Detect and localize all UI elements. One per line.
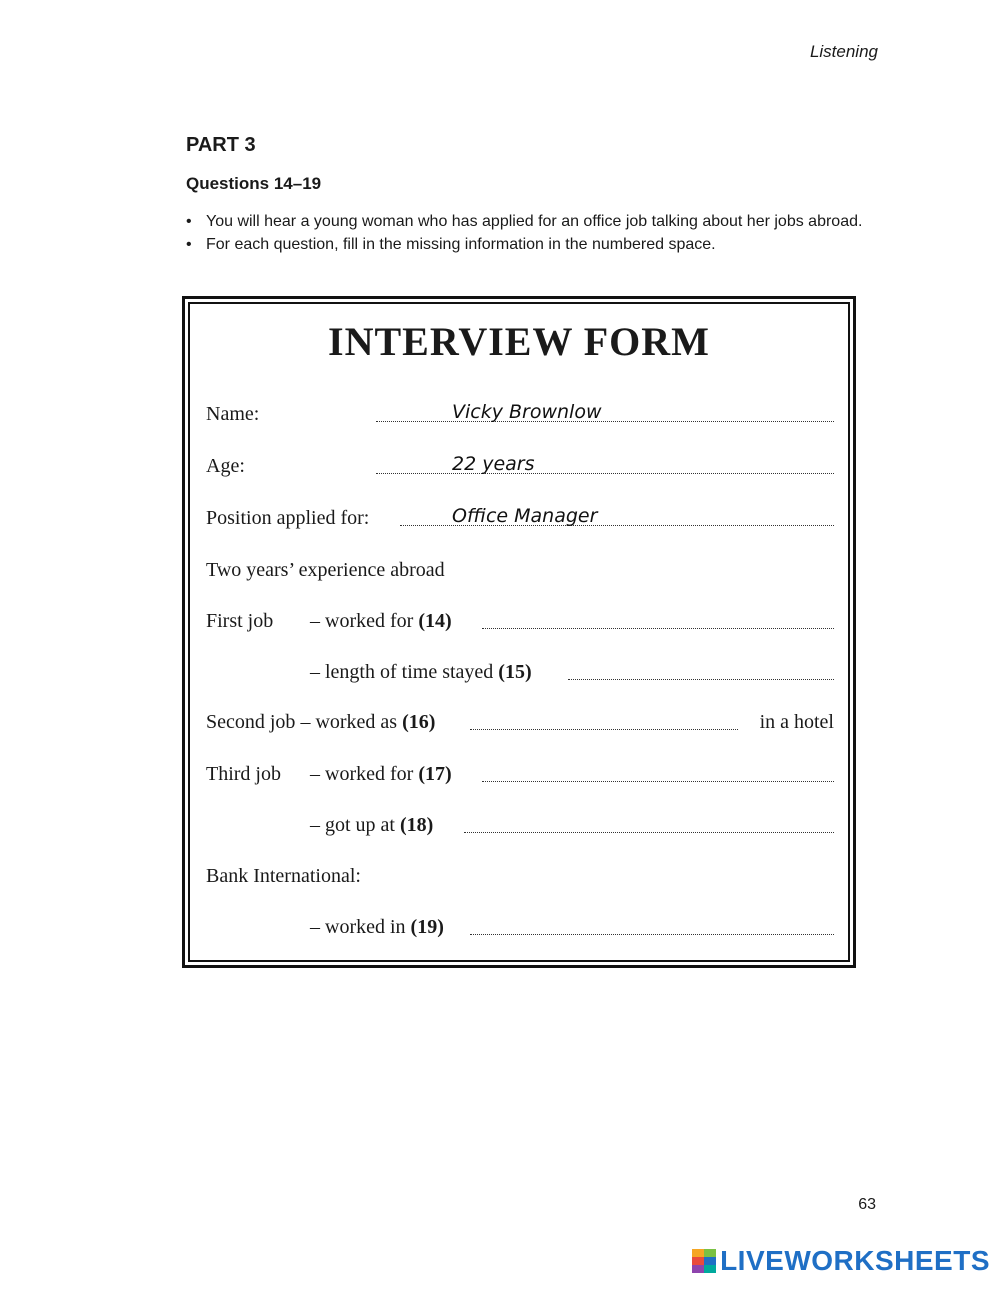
- q18-text: – got up at: [310, 814, 395, 836]
- q15-label: [310, 661, 532, 684]
- third-job-label: Third job: [206, 763, 281, 785]
- position-row: [206, 502, 834, 530]
- q18-label: [310, 814, 433, 837]
- q14-text: – worked for: [310, 610, 414, 632]
- q15-answer-field[interactable]: [568, 679, 834, 680]
- interview-form: [182, 296, 856, 968]
- q15-text: – length of time stayed: [310, 661, 494, 683]
- bank-row: [206, 860, 834, 888]
- experience-row: [206, 554, 834, 582]
- q17-text: – worked for: [310, 763, 414, 785]
- name-row: [206, 398, 834, 426]
- worked-in-row: [206, 911, 834, 939]
- page-number: 63: [858, 1196, 876, 1213]
- q16-number: (16): [402, 711, 436, 733]
- length-of-stay-row: [206, 656, 834, 684]
- age-row: [206, 450, 834, 478]
- name-label: Name:: [206, 403, 260, 425]
- brand-name: LIVEWORKSHEETS: [720, 1245, 990, 1276]
- second-job-label: [206, 711, 435, 734]
- instruction-item: • You will hear a young woman who has applied for an office job talking about her jobs abroad.: [186, 210, 862, 233]
- age-label: Age:: [206, 455, 245, 477]
- bank-label: Bank International:: [206, 865, 361, 887]
- second-job-row: [206, 706, 834, 734]
- q17-answer-field[interactable]: [482, 781, 834, 782]
- q19-answer-field[interactable]: [470, 934, 834, 935]
- q19-label: [310, 916, 444, 939]
- q14-answer-field[interactable]: [482, 628, 834, 629]
- position-answer[interactable]: Office Manager: [452, 505, 598, 527]
- instruction-item: • For each question, fill in the missing information in the numbered space.: [186, 233, 862, 256]
- position-label: Position applied for:: [206, 507, 370, 529]
- q17-label: [310, 763, 452, 786]
- first-job-row: [206, 605, 834, 633]
- age-dotted-line: [376, 473, 834, 474]
- q18-number: (18): [400, 814, 434, 836]
- form-title: INTERVIEW FORM: [328, 319, 710, 364]
- section-label: Listening: [809, 42, 878, 61]
- q17-number: (17): [418, 763, 452, 785]
- q14-number: (14): [418, 610, 452, 632]
- q16-answer-field[interactable]: [470, 729, 738, 730]
- got-up-row: [206, 809, 834, 837]
- name-dotted-line: [376, 421, 834, 422]
- third-job-row: [206, 758, 834, 786]
- q16-text: – worked as: [300, 711, 398, 733]
- interview-form-inner: [188, 302, 850, 962]
- q14-label: [310, 610, 452, 633]
- liveworksheets-icon: [692, 1249, 716, 1273]
- instructions-list: [186, 210, 862, 256]
- questions-heading: Questions 14–19: [186, 174, 322, 193]
- q16-tail: in a hotel: [759, 711, 834, 733]
- brand-logo[interactable]: [692, 1245, 990, 1277]
- q18-answer-field[interactable]: [464, 832, 834, 833]
- q19-number: (19): [410, 916, 444, 938]
- name-answer[interactable]: Vicky Brownlow: [452, 401, 602, 423]
- q15-number: (15): [498, 661, 532, 683]
- q19-text: – worked in: [310, 916, 406, 938]
- first-job-label: First job: [206, 610, 274, 632]
- age-answer[interactable]: 22 years: [452, 453, 535, 475]
- experience-label: Two years’ experience abroad: [206, 559, 445, 581]
- second-job-text: Second job: [206, 711, 296, 733]
- part-heading: PART 3: [186, 134, 256, 156]
